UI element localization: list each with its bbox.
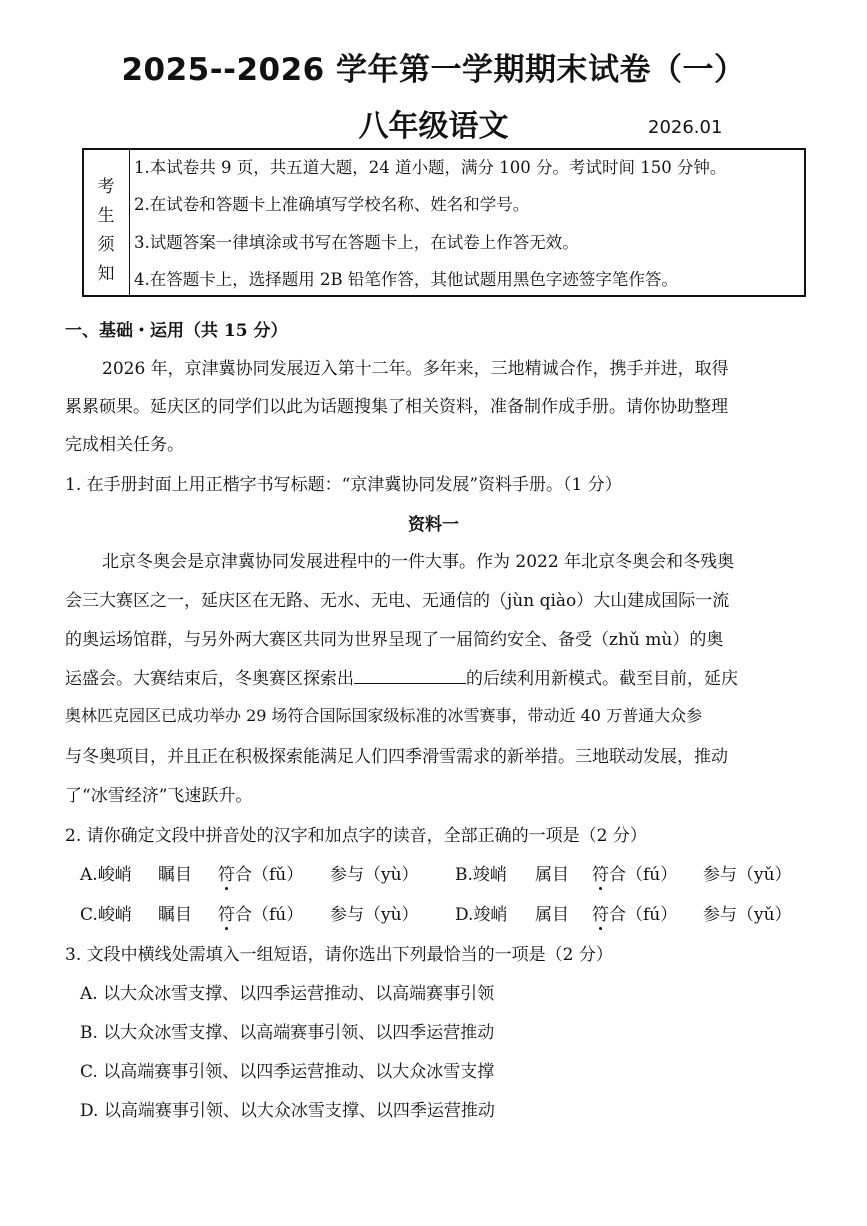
option-word: 峻峭	[97, 905, 132, 925]
examinee-notice-box	[82, 148, 806, 297]
dotted-char: 符	[592, 900, 609, 925]
option-letter: A.	[80, 865, 98, 885]
material-line: 北京冬奥会是京津冀协同发展进程中的一件大事。作为 2022 年北京冬奥会和冬残奥	[102, 552, 735, 572]
section-heading: 一、基础・运用（共 15 分）	[65, 321, 288, 341]
notice-label-char: 考	[97, 177, 115, 197]
exam-date: 2026.01	[648, 117, 723, 138]
option-word-part: 参与	[330, 865, 364, 885]
q2-option-b-word4	[703, 860, 792, 885]
exam-subtitle: 八年级语文	[358, 109, 509, 144]
option-word	[330, 865, 364, 885]
option-word: （yù）	[364, 905, 419, 925]
question-3-stem: 3. 文段中横线处需填入一组短语，请你选出下列最恰当的一项是（2 分）	[65, 945, 613, 965]
q3-option-a: A. 以大众冰雪支撑、以四季运营推动、以高端赛事引领	[80, 984, 495, 1004]
option-word: （yǔ）	[737, 865, 792, 885]
notice-item: 1.本试卷共 9 页，共五道大题，24 道小题，满分 100 分。考试时间 150 分钟。	[134, 158, 727, 177]
notice-label-char: 须	[97, 235, 115, 255]
dotted-char: 符	[218, 900, 235, 925]
question-1: 1. 在手册封面上用正楷字书写标题：“京津冀协同发展”资料手册。（1 分）	[65, 475, 622, 495]
q2-option-d-word3	[592, 900, 677, 925]
dotted-char: 符	[218, 860, 235, 885]
option-word: 参与	[703, 905, 737, 925]
material-line-part: 运盛会。大赛结束后，冬奥赛区探索出	[65, 669, 354, 689]
exam-title: 2025--2026 学年第一学期期末试卷（一）	[121, 52, 746, 88]
option-letter: B.	[455, 865, 473, 885]
option-word: 峻峭	[97, 865, 132, 885]
notice-label-char: 知	[97, 264, 115, 284]
q3-option-c: C. 以高端赛事引领、以四季运营推动、以大众冰雪支撑	[80, 1062, 495, 1082]
intro-line: 累累硕果。延庆区的同学们以此为话题搜集了相关资料，准备制作成手册。请你协助整理	[65, 397, 728, 417]
notice-label-char: 生	[97, 206, 115, 226]
option-word: 合（fú）	[609, 865, 678, 885]
option-word: （yǔ）	[737, 905, 792, 925]
intro-line: 完成相关任务。	[65, 435, 184, 455]
q2-option-c-word2: 瞩目	[158, 905, 192, 925]
material-title: 资料一	[408, 515, 459, 535]
q2-option-c-word4	[330, 900, 419, 925]
q2-option-a-word4	[330, 860, 419, 885]
notice-item: 4.在答题卡上，选择题用 2B 铅笔作答，其他试题用黑色字迹签字笔作答。	[134, 270, 678, 289]
notice-item: 3.试题答案一律填涂或书写在答题卡上，在试卷上作答无效。	[134, 233, 579, 252]
q3-option-d: D. 以高端赛事引领、以大众冰雪支撑、以四季运营推动	[80, 1101, 495, 1121]
dotted-char: 符	[592, 860, 609, 885]
material-line: 与冬奥项目，并且正在积极探索能满足人们四季滑雪需求的新举措。三地联动发展，推动	[65, 747, 728, 767]
option-word: （yù）	[364, 865, 419, 885]
q2-option-b-word2: 属目	[535, 865, 569, 885]
intro-line: 2026 年，京津冀协同发展迈入第十二年。多年来，三地精诚合作，携手并进，取得	[102, 359, 729, 379]
option-letter: C.	[80, 905, 98, 925]
option-word: 合（fǔ）	[235, 865, 304, 885]
option-word: 竣峭	[472, 865, 507, 885]
option-letter: D.	[455, 905, 474, 925]
q2-option-d-word4	[703, 900, 792, 925]
fill-in-blank	[354, 669, 466, 684]
q2-option-c	[80, 900, 132, 925]
option-word: 合（fú）	[235, 905, 304, 925]
q2-option-c-word3	[218, 900, 303, 925]
material-line	[65, 664, 738, 689]
q2-option-d	[455, 900, 507, 925]
material-line: 的奥运场馆群，与另外两大赛区共同为世界呈现了一届简约安全、备受（zhǔ mù）的奥	[65, 630, 724, 650]
q2-option-a-word3	[218, 860, 303, 885]
notice-item: 2.在试卷和答题卡上准确填写学校名称、姓名和学号。	[134, 195, 530, 214]
q2-option-a	[80, 860, 132, 885]
q2-option-a-word2: 瞩目	[158, 865, 192, 885]
option-word: 竣峭	[473, 905, 508, 925]
material-line: 了“冰雪经济”飞速跃升。	[65, 786, 253, 806]
q2-option-b-word3	[592, 860, 677, 885]
q2-option-b	[455, 860, 507, 885]
option-word: 合（fú）	[609, 905, 678, 925]
material-line-part: 的后续利用新模式。截至目前，延庆	[466, 669, 738, 689]
option-word: 参与	[330, 905, 364, 925]
question-2-stem: 2. 请你确定文段中拼音处的汉字和加点字的读音，全部正确的一项是（2 分）	[65, 826, 647, 846]
option-word: 参与	[703, 865, 737, 885]
q3-option-b: B. 以大众冰雪支撑、以高端赛事引领、以四季运营推动	[80, 1023, 495, 1043]
notice-label	[84, 150, 130, 295]
material-line: 会三大赛区之一，延庆区在无路、无水、无电、无通信的（jùn qiào）大山建成国际一流	[65, 591, 730, 611]
material-line: 奥林匹克园区已成功举办 29 场符合国际国家级标准的冰雪赛事，带动近 40 万普通大众参	[65, 706, 703, 725]
q2-option-d-word2: 属目	[535, 905, 569, 925]
